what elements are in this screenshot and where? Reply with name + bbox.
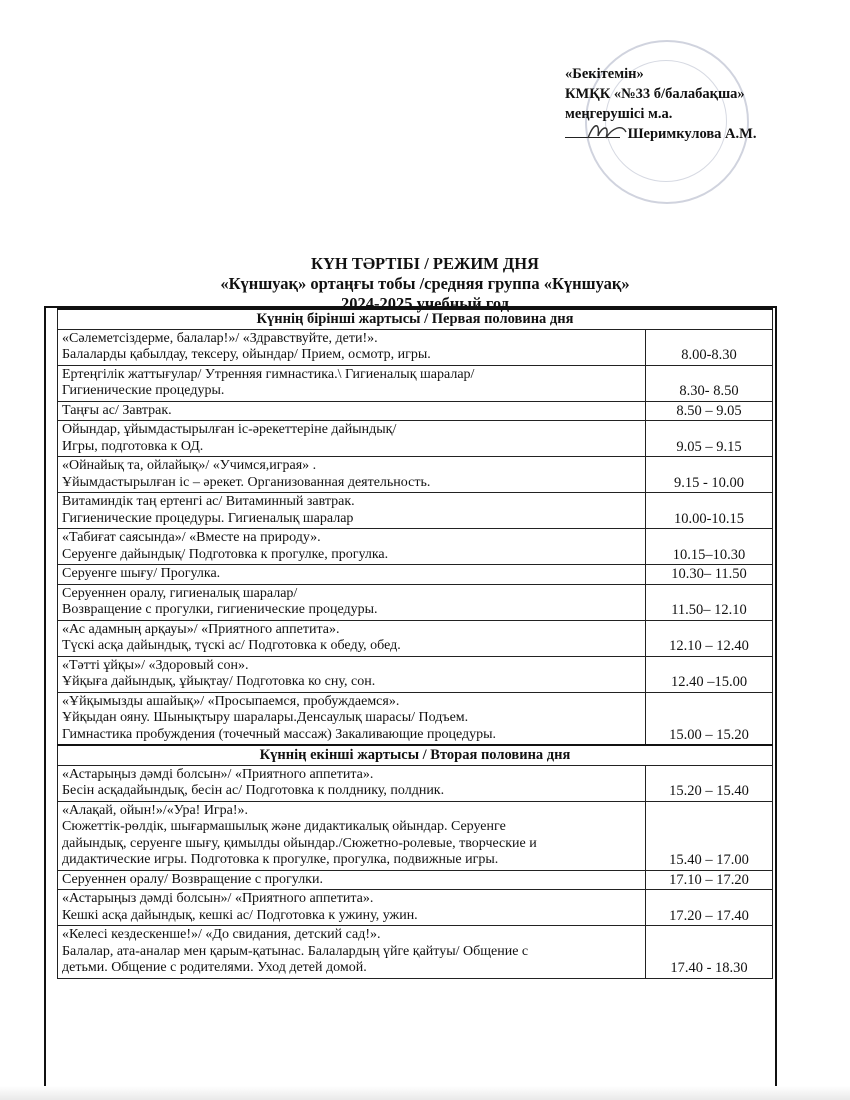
- time-cell: 9.15 - 10.00: [646, 457, 773, 493]
- schedule-row: [58, 765, 773, 801]
- activity-text: «Ойнайық та, ойлайық»/ «Учимся,играя» .: [62, 458, 317, 473]
- activity-text: Ертеңгілік жаттығулар/ Утренняя гимнастика.\ Гигиеналық шаралар/: [62, 366, 475, 382]
- schedule-row: [58, 421, 773, 457]
- activity-text: Таңғы ас/ Завтрак.: [62, 402, 172, 418]
- title-line-1: КҮН ТӘРТІБІ / РЕЖИМ ДНЯ: [311, 254, 539, 273]
- schedule-row: [58, 565, 773, 585]
- time-cell: 15.20 – 15.40: [646, 765, 773, 801]
- time-cell: 12.10 – 12.40: [646, 620, 773, 656]
- section-header-row: [58, 309, 773, 329]
- schedule-row: [58, 457, 773, 493]
- schedule-row: [58, 926, 773, 979]
- activity-text: «Ұйқымызды ашайық»/ «Просыпаемся, пробуждаемся».: [62, 693, 400, 709]
- handwritten-signature: [582, 118, 632, 146]
- time-cell: 15.40 – 17.00: [646, 801, 773, 870]
- activity-cell: [58, 565, 646, 585]
- time-cell: 8.50 – 9.05: [646, 401, 773, 421]
- activity-text: Игры, подготовка к ОД.: [62, 438, 204, 454]
- approval-organization: КМҚК «№33 б/балабақша»: [565, 86, 745, 102]
- scan-edge: [0, 1086, 850, 1100]
- activity-cell: [58, 656, 646, 692]
- activity-cell: [58, 421, 646, 457]
- schedule-row: [58, 329, 773, 365]
- section-title: Күннің бірінші жартысы / Первая половина дня: [58, 309, 773, 329]
- schedule-row: [58, 890, 773, 926]
- schedule-row: [58, 584, 773, 620]
- schedule-row: [58, 870, 773, 890]
- activity-text: Возвращение с прогулки, гигиенические процедуры.: [62, 602, 378, 617]
- activity-text: Бесін асқадайындық, бесін ас/ Подготовка к полднику, полдник.: [62, 783, 445, 798]
- activity-text: Гимнастика пробуждения (точечный массаж) Закаливающие процедуры.: [62, 726, 497, 742]
- schedule-row: [58, 692, 773, 745]
- activity-text: Серуенге шығу/ Прогулка.: [62, 566, 221, 581]
- activity-text: «Табиғат саясында»/ «Вместе на природу».: [62, 530, 321, 545]
- activity-cell: [58, 529, 646, 565]
- activity-text: детьми. Общение с родителями. Уход детей домой.: [62, 960, 367, 975]
- activity-text: Ұйқыға дайындық, ұйықтау/ Подготовка ко сну, сон.: [62, 674, 376, 689]
- activity-text: Кешкі асқа дайындық, кешкі ас/ Подготовка к ужину, ужин.: [62, 907, 418, 923]
- activity-cell: [58, 493, 646, 529]
- activity-text: «Тәтті ұйқы»/ «Здоровый сон».: [62, 657, 249, 673]
- time-cell: 10.00-10.15: [646, 493, 773, 529]
- activity-text: Гигиенические процедуры.: [62, 383, 225, 398]
- time-cell: 17.40 - 18.30: [646, 926, 773, 979]
- approval-heading: «Бекітемін»: [565, 66, 644, 82]
- section-header-row: [58, 745, 773, 765]
- activity-cell: [58, 457, 646, 493]
- activity-text: Серуеннен оралу, гигиеналық шаралар/: [62, 585, 298, 601]
- activity-text: «Астарыңыз дәмді болсын»/ «Приятного аппетита».: [62, 891, 374, 906]
- time-cell: 10.30– 11.50: [646, 565, 773, 585]
- time-cell: 17.20 – 17.40: [646, 890, 773, 926]
- time-cell: 12.40 –15.00: [646, 656, 773, 692]
- activity-cell: [58, 329, 646, 365]
- activity-text: «Астарыңыз дәмді болсын»/ «Приятного аппетита».: [62, 766, 374, 782]
- activity-text: Серуеннен оралу/ Возвращение с прогулки.: [62, 871, 323, 887]
- section-title: Күннің екінші жартысы / Вторая половина дня: [58, 745, 773, 765]
- time-cell: 8.30- 8.50: [646, 365, 773, 401]
- activity-cell: [58, 584, 646, 620]
- activity-text: «Алақай, ойын!»/«Ура! Игра!».: [62, 802, 249, 818]
- activity-cell: [58, 801, 646, 870]
- document-title: [0, 254, 850, 314]
- schedule-table: [57, 308, 773, 979]
- time-cell: 10.15–10.30: [646, 529, 773, 565]
- time-cell: 9.05 – 9.15: [646, 421, 773, 457]
- schedule-row: [58, 493, 773, 529]
- activity-text: «Сәлеметсіздерме, балалар!»/ «Здравствуйте, дети!».: [62, 330, 378, 346]
- activity-cell: [58, 401, 646, 421]
- activity-text: «Ас адамның арқауы»/ «Приятного аппетита».: [62, 621, 340, 637]
- schedule-row: [58, 529, 773, 565]
- time-cell: 17.10 – 17.20: [646, 870, 773, 890]
- time-cell: 11.50– 12.10: [646, 584, 773, 620]
- schedule-row: [58, 656, 773, 692]
- activity-text: Балалар, ата-аналар мен қарым-қатынас. Балалардың үйге қайтуы/ Общение с: [62, 943, 529, 959]
- activity-text: Балаларды қабылдау, тексеру, ойындар/ Прием, осмотр, игры.: [62, 347, 431, 362]
- activity-text: Витаминдік таң ертенгі ас/ Витаминный завтрак.: [62, 494, 355, 509]
- activity-cell: [58, 890, 646, 926]
- activity-text: Гигиенические процедуры. Гигиеналық шаралар: [62, 510, 354, 526]
- activity-text: Ұйқыдан ояну. Шынықтыру шаралары.Денсаулық шарасы/ Подъем.: [62, 710, 469, 725]
- activity-cell: [58, 365, 646, 401]
- activity-text: дайындық, серуенге шығу, қимылды ойындар./Сюжетно-ролевые, творческие и: [62, 835, 537, 851]
- activity-cell: [58, 620, 646, 656]
- time-cell: 8.00-8.30: [646, 329, 773, 365]
- activity-text: Сюжеттік-рөлдік, шығармашылық және дидактикалық ойындар. Серуенге: [62, 819, 506, 834]
- activity-cell: [58, 765, 646, 801]
- activity-text: Түскі асқа дайындық, түскі ас/ Подготовка к обеду, обед.: [62, 638, 401, 653]
- title-line-2: «Күншуақ» ортаңғы тобы /средняя группа «Күншуақ»: [220, 274, 630, 293]
- approval-position: меңгерушісі м.а.: [565, 106, 673, 122]
- approver-name: Шеримкулова А.М.: [627, 126, 757, 142]
- schedule-row: [58, 620, 773, 656]
- activity-text: Ұйымдастырылған іс – әрекет. Организованная деятельность.: [62, 474, 431, 490]
- schedule-row: [58, 801, 773, 870]
- activity-text: «Келесі кездескенше!»/ «До свидания, детский сад!».: [62, 927, 381, 942]
- time-cell: 15.00 – 15.20: [646, 692, 773, 745]
- activity-text: Серуенге дайындық/ Подготовка к прогулке, прогулка.: [62, 546, 389, 562]
- activity-text: Ойындар, ұйымдастырылған іс-әрекеттеріне дайындық/: [62, 422, 397, 437]
- activity-cell: [58, 692, 646, 745]
- schedule-row: [58, 365, 773, 401]
- activity-cell: [58, 926, 646, 979]
- activity-cell: [58, 870, 646, 890]
- schedule-row: [58, 401, 773, 421]
- title-line-3: 2024-2025 учебный год: [341, 294, 509, 313]
- activity-text: дидактические игры. Подготовка к прогулке, прогулка, подвижные игры.: [62, 852, 499, 867]
